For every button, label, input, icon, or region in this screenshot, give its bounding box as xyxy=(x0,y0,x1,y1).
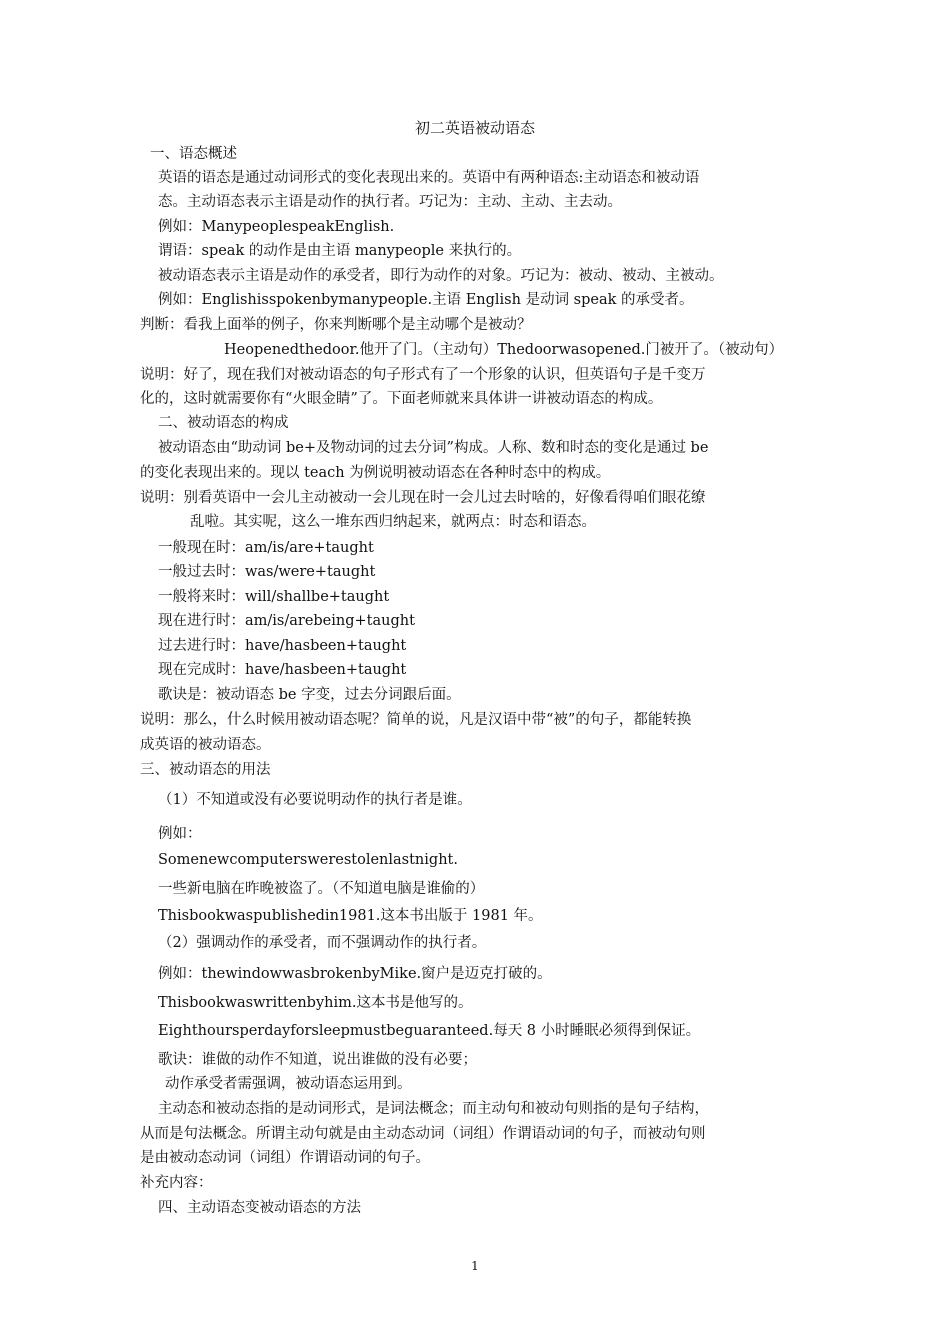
paragraph-line: 例如：Englishisspokenbymanypeople.主语 English 是动词 speak 的承受者。 xyxy=(158,292,694,308)
paragraph-line: 主动态和被动态指的是动词形式，是词法概念；而主动句和被动句则指的是句子结构， xyxy=(158,1101,709,1117)
tense-formula: 过去进行时：have/hasbeen+taught xyxy=(158,638,407,654)
paragraph-line: 歌诀是：被动语态 be 字变，过去分词跟后面。 xyxy=(158,687,461,703)
paragraph-line: 被动语态表示主语是动作的承受者，即行为动作的对象。巧记为：被动、被动、主被动。 xyxy=(158,268,724,284)
paragraph-line: 乱啦。其实呢，这么一堆东西归纳起来，就两点：时态和语态。 xyxy=(190,514,596,530)
paragraph-line: 英语的语态是通过动词形式的变化表现出来的。英语中有两种语态:主动语态和被动语 xyxy=(158,170,700,186)
section-heading: 二、被动语态的构成 xyxy=(158,415,289,431)
paragraph-line: 补充内容： xyxy=(140,1175,213,1191)
example-sentence: Thisbookwaspublishedin1981.这本书出版于 1981 年。 xyxy=(158,908,543,924)
paragraph-line: 例如： xyxy=(158,826,202,842)
tense-formula: 现在进行时：am/is/arebeing+taught xyxy=(158,613,415,629)
paragraph-line: 从而是句法概念。所谓主动句就是由主动态动词（词组）作谓语动词的句子，而被动句则 xyxy=(140,1126,706,1142)
paragraph-line: 说明：那么，什么时候用被动语态呢？简单的说，凡是汉语中带“被”的句子，都能转换 xyxy=(140,712,692,728)
example-sentence: 例如：thewindowwasbrokenbyMike.窗户是迈克打破的。 xyxy=(158,966,552,982)
example-sentence: Eighthoursperdayforsleepmustbeguaranteed.每天 8 小时睡眠必须得到保证。 xyxy=(158,1023,701,1039)
paragraph-line: 被动语态由“助动词 be+及物动词的过去分词”构成。人称、数和时态的变化是通过 be xyxy=(158,440,709,456)
paragraph-line: 化的，这时就需要你有“火眼金睛”了。下面老师就来具体讲一讲被动语态的构成。 xyxy=(140,391,663,407)
paragraph-line: 说明：好了，现在我们对被动语态的句子形式有了一个形象的认识，但英语句子是千变万 xyxy=(140,367,706,383)
example-sentence: Thisbookwaswrittenbyhim.这本书是他写的。 xyxy=(158,995,473,1011)
paragraph-line: Heopenedthedoor.他开了门。（主动句）Thedoorwasopened.门被开了。（被动句） xyxy=(224,342,784,358)
paragraph-line: 说明：别看英语中一会儿主动被动一会儿现在时一会儿过去时啥的，好像看得咱们眼花缭 xyxy=(140,490,706,506)
paragraph-line: 动作承受者需强调，被动语态运用到。 xyxy=(165,1076,412,1092)
paragraph-line: 例如：ManypeoplespeakEnglish. xyxy=(158,219,395,235)
section-heading: 四、主动语态变被动语态的方法 xyxy=(158,1200,361,1216)
paragraph-line: 谓语：speak 的动作是由主语 manypeople 来执行的。 xyxy=(158,243,522,259)
example-sentence: Somenewcomputerswerestolenlastnight. xyxy=(158,852,458,868)
tense-formula: 一般过去时：was/were+taught xyxy=(158,564,376,580)
tense-formula: 现在完成时：have/hasbeen+taught xyxy=(158,662,407,678)
paragraph-line: 态。主动语态表示主语是动作的执行者。巧记为：主动、主动、主去动。 xyxy=(158,194,622,210)
page-number: 1 xyxy=(471,1259,479,1273)
paragraph-line: 成英语的被动语态。 xyxy=(140,737,271,753)
paragraph-line: 一些新电脑在昨晚被盗了。（不知道电脑是谁偷的） xyxy=(158,881,485,897)
paragraph-line: （1）不知道或没有必要说明动作的执行者是谁。 xyxy=(158,792,472,808)
tense-formula: 一般将来时：will/shallbe+taught xyxy=(158,589,390,605)
paragraph-line: 判断：看我上面举的例子，你来判断哪个是主动哪个是被动？ xyxy=(140,317,532,333)
paragraph-line: （2）强调动作的承受者，而不强调动作的执行者。 xyxy=(158,935,487,951)
page-title: 初二英语被动语态 xyxy=(414,119,535,137)
paragraph-line: 是由被动态动词（词组）作谓语动词的句子。 xyxy=(140,1150,430,1166)
section-heading: 一、语态概述 xyxy=(150,146,237,162)
paragraph-line: 的变化表现出来的。现以 teach 为例说明被动语态在各种时态中的构成。 xyxy=(140,465,611,481)
tense-formula: 一般现在时：am/is/are+taught xyxy=(158,540,374,556)
section-heading: 三、被动语态的用法 xyxy=(140,762,271,778)
paragraph-line: 歌诀：谁做的动作不知道，说出谁做的没有必要； xyxy=(158,1052,477,1068)
